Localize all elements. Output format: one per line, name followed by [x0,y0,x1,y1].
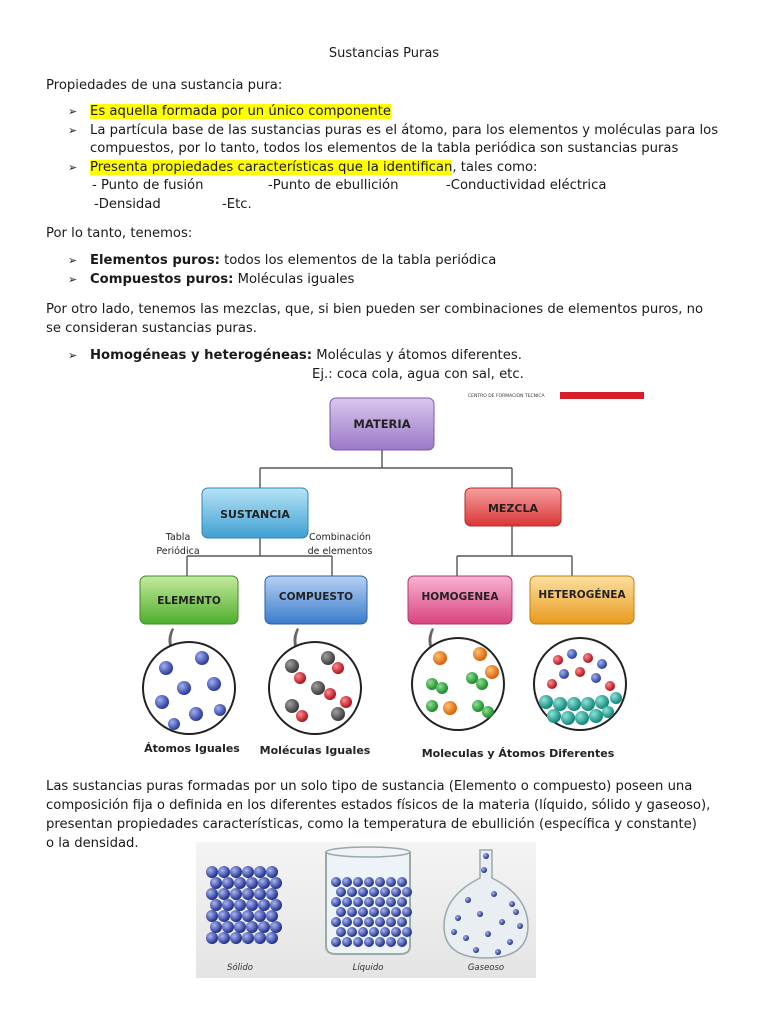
types-list [68,252,728,289]
particle [375,897,385,907]
particle [206,932,218,944]
particle [513,909,519,915]
particle [369,887,379,897]
property-item: - Punto de fusión [92,178,204,193]
particle [386,937,396,947]
homogenea-label: HOMOGENEA [421,591,499,603]
list-item [68,103,728,122]
particle [331,877,341,887]
particle [331,897,341,907]
particle [266,910,278,922]
list-item [68,347,728,366]
particle [242,888,254,900]
particle [402,927,412,937]
paragraph [46,300,726,338]
paragraph: Por lo tanto, tenemos: [46,226,193,241]
list-text: Moléculas y átomos diferentes. [312,348,522,363]
particle [270,921,282,933]
particle [266,866,278,878]
particle [375,937,385,947]
highlighted-text: Es aquella formada por un único componente [90,104,391,119]
particle [364,937,374,947]
property-item: -Punto de ebullición [268,178,399,193]
particle [222,899,234,911]
paragraph-line: presentan propiedades características, como la temperatura de ebullición (específica y constante) [46,817,697,832]
particle [375,877,385,887]
particle [358,907,368,917]
note-periodica: Periódica [156,546,200,557]
example-text: Ej.: coca cola, agua con sal, etc. [312,366,524,382]
particle [347,927,357,937]
label-liquid: Líquido [352,963,384,973]
materia-label: MATERIA [353,417,411,431]
particle [242,866,254,878]
caption-mixed: Moleculas y Átomos Diferentes [421,747,615,760]
compuesto-label: COMPUESTO [278,591,354,603]
particle [254,932,266,944]
particle [364,917,374,927]
particle [246,921,258,933]
particle [336,887,346,897]
particle [206,910,218,922]
list-item [68,271,728,290]
sub-list-row [68,177,728,196]
particle [266,888,278,900]
particle [336,907,346,917]
particle [234,899,246,911]
note-elementos: de elementos [307,546,373,557]
label-solid: Sólido [227,963,253,973]
property-item: -Densidad [94,196,161,212]
particle [386,897,396,907]
arrow-bullet-icon: ➢ [68,349,78,362]
particle [266,932,278,944]
list-item [68,159,728,178]
particle [230,932,242,944]
particle [210,921,222,933]
particle [331,917,341,927]
particle [455,915,461,921]
particle [254,910,266,922]
institution-label: CENTRO DE FORMACION TECNICA [468,394,545,399]
list-text: , tales como: [452,159,538,175]
arrow-bullet-icon: ➢ [68,105,78,118]
particle [342,917,352,927]
particle [499,919,505,925]
particle [210,899,222,911]
particle [507,939,513,945]
paragraph-line: Las sustancias puras formadas por un solo tipo de sustancia (Elemento o compuesto) poseen una [46,779,693,794]
property-item: -Etc. [222,196,252,212]
list-text: Moléculas iguales [233,271,355,287]
particle [218,932,230,944]
particle [230,888,242,900]
logo-bar [560,392,644,399]
property-item: -Conductividad eléctrica [446,178,607,193]
intro-line: Propiedades de una sustancia pura: [46,78,283,93]
particle [402,907,412,917]
particle [230,910,242,922]
document-title: Sustancias Puras [328,46,440,61]
particle [375,917,385,927]
bold-term: Homogéneas y heterogéneas: [90,348,313,363]
particle [358,927,368,937]
particle [347,907,357,917]
particle [380,927,390,937]
elemento-label: ELEMENTO [157,595,221,607]
particle [342,897,352,907]
particle [358,887,368,897]
arrow-bullet-icon: ➢ [68,272,78,286]
particle [218,888,230,900]
particle [397,917,407,927]
particle [342,937,352,947]
particle [397,877,407,887]
particle [218,910,230,922]
mixtures-list [68,347,728,384]
arrow-bullet-icon: ➢ [68,160,78,174]
particle [242,910,254,922]
note-tabla: Tabla [165,532,191,543]
caption-atoms: Átomos Iguales [144,742,240,755]
particle [386,877,396,887]
particle [481,867,487,873]
note-combinacion: Combinación [309,532,371,543]
sub-list-row [68,196,728,215]
particle [402,887,412,897]
particle [258,921,270,933]
particle [353,897,363,907]
particle [380,907,390,917]
highlighted-text: Presenta propiedades características que la identifican [90,159,453,175]
particle [463,935,469,941]
particle [495,949,501,955]
particle [234,921,246,933]
particle [258,899,270,911]
particle [369,927,379,937]
particle [234,877,246,889]
list-text: todos los elementos de la tabla periódica [219,253,497,268]
particle [451,929,457,935]
particle [364,897,374,907]
example-line [68,366,728,385]
particle [397,937,407,947]
particle [465,897,471,903]
bold-term: Elementos puros: [90,253,220,268]
particle [353,937,363,947]
particle [369,907,379,917]
paragraph-line: se consideran sustancias puras. [46,321,257,336]
list-item [68,252,728,271]
particle [230,866,242,878]
particle [254,866,266,878]
properties-list [68,103,728,214]
paragraph-line: Por otro lado, tenemos las mezclas, que, si bien pueden ser combinaciones de elementos puros, no [46,302,704,317]
list-text: compuestos, por lo tanto, todos los elementos de la tabla periódica son sustancias puras [90,141,679,156]
particle [246,899,258,911]
matter-classification-diagram [132,388,644,768]
particle [391,927,401,937]
particle [380,887,390,897]
particle [391,907,401,917]
particle [246,877,258,889]
particle [364,877,374,887]
paragraph-line: composición fija o definida en los diferentes estados físicos de la materia (líquido, sólido y gaseoso), [46,798,711,813]
particle [473,947,479,953]
particle [477,911,483,917]
caption-molecules: Moléculas Iguales [259,744,371,757]
particle [347,887,357,897]
particle-circles [143,638,626,734]
particle [210,877,222,889]
mezcla-label: MEZCLA [487,502,539,515]
particle [391,887,401,897]
particle [258,877,270,889]
particle [491,891,497,897]
heterogenea-label: HETEROGÉNEA [538,589,626,601]
particle [254,888,266,900]
particle [353,917,363,927]
list-item [68,122,728,159]
particle [509,901,515,907]
arrow-bullet-icon: ➢ [68,254,78,267]
particle [397,897,407,907]
particle [485,931,491,937]
sustancia-label: SUSTANCIA [220,508,290,521]
list-text: La partícula base de las sustancias puras es el átomo, para los elementos y moléculas para los [90,122,719,138]
particle [222,921,234,933]
particle [242,932,254,944]
paragraph-line: o la densidad. [46,836,139,851]
particle [218,866,230,878]
label-gas: Gaseoso [467,963,505,973]
particle [206,888,218,900]
particle [206,866,218,878]
particle [336,927,346,937]
particle [483,853,489,859]
particle [222,877,234,889]
particle [342,877,352,887]
particle [270,899,282,911]
states-of-matter-image [196,842,536,978]
particle [353,877,363,887]
arrow-bullet-icon: ➢ [68,123,78,137]
particle [270,877,282,889]
bold-term: Compuestos puros: [90,271,234,287]
particle [386,917,396,927]
particle [517,923,523,929]
particle [331,937,341,947]
